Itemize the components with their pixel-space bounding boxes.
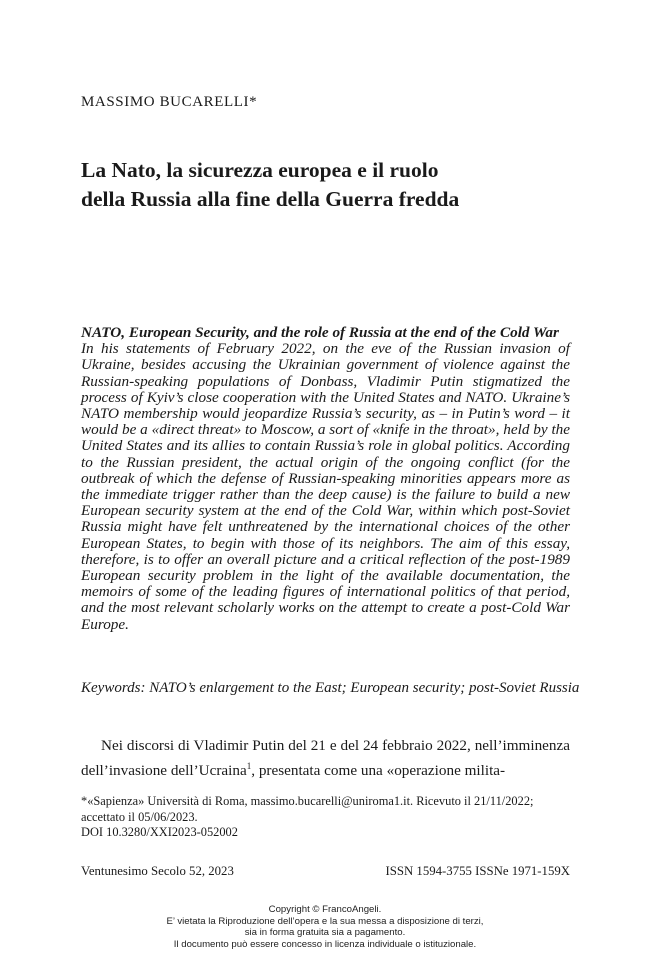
footnote-doi: DOI 10.3280/XXI2023-052002 bbox=[81, 825, 238, 839]
issn-info: ISSN 1594-3755 ISSNe 1971-159X bbox=[385, 864, 570, 878]
article-title-line-2: della Russia alla fine della Guerra fredda bbox=[81, 187, 460, 211]
footnote-affiliation: *«Sapienza» Università di Roma, massimo.bucarelli@uniroma1.it. Ricevuto il 21/11/2022; accettato il 05/06/2023. bbox=[81, 794, 534, 824]
keywords: Keywords: NATO’s enlargement to the East; European security; post-Soviet Russia bbox=[81, 680, 580, 696]
copyright-line-4: Il documento può essere concesso in licenza individuale o istituzionale. bbox=[173, 938, 477, 950]
body-text-after-note: , presentata come una «operazione milita- bbox=[251, 762, 506, 780]
abstract-heading: NATO, European Security, and the role of Russia at the end of the Cold War bbox=[81, 324, 559, 341]
copyright-line-2: E’ vietata la Riproduzione dell’opera e la sua messa a disposizione di terzi, bbox=[166, 915, 484, 927]
article-title-line-1: La Nato, la sicurezza europea e il ruolo bbox=[81, 158, 439, 182]
article-title bbox=[81, 156, 581, 214]
footnote-reference: 1 bbox=[246, 761, 252, 771]
copyright-line-1: Copyright © FrancoAngeli. bbox=[268, 904, 382, 915]
copyright-line-3: sia in forma gratuita sia a pagamento. bbox=[244, 927, 406, 938]
copyright-notice bbox=[0, 904, 650, 950]
abstract bbox=[81, 325, 570, 633]
author-footnote bbox=[81, 794, 570, 841]
abstract-text: In his statements of February 2022, on the eve of the Russian invasion of Ukraine, besides accusing the Ukrainian government of violence against the Russian-speaking populations of Donbass, Vladimir Putin stigmatized the process of Kyiv’s close cooperation with the United States and NATO. Ukraine’s NATO membership would jeopardize Russia’s security, as – in Putin’s word – it would be a «direct threat» to Moscow, a sort of «knife in the throat», held by the United States and its allies to contain Russia’s role in global politics. According to the Russian president, the actual origin of the ongoing conflict (for the outbreak of which the defense of Russian-speaking minorities appears more as the immediate trigger rather than the deep cause) is the failure to build a new European security system at the end of the Cold War, within which post-Soviet Russia might have felt unthreatened by the international choices of the other European States, to begin with those of its neighbors. The aim of this essay, therefore, is to offer an overall picture and a critical reflection of the post-1989 European security problem in the light of the available documentation, the memoirs of some of the leading figures of international politics of that period, and the most relevant scholarly works on the attempt to create a post-Cold War Europe. bbox=[81, 340, 570, 633]
author-name: MASSIMO BUCARELLI* bbox=[81, 94, 258, 110]
journal-info: Ventunesimo Secolo 52, 2023 bbox=[81, 864, 234, 878]
body-text-before-note: Nei discorsi di Vladimir Putin del 21 e del 24 febbraio 2022, nell’imminenza dell’invasione dell’Ucraina bbox=[81, 737, 570, 780]
body-paragraph bbox=[81, 735, 570, 781]
